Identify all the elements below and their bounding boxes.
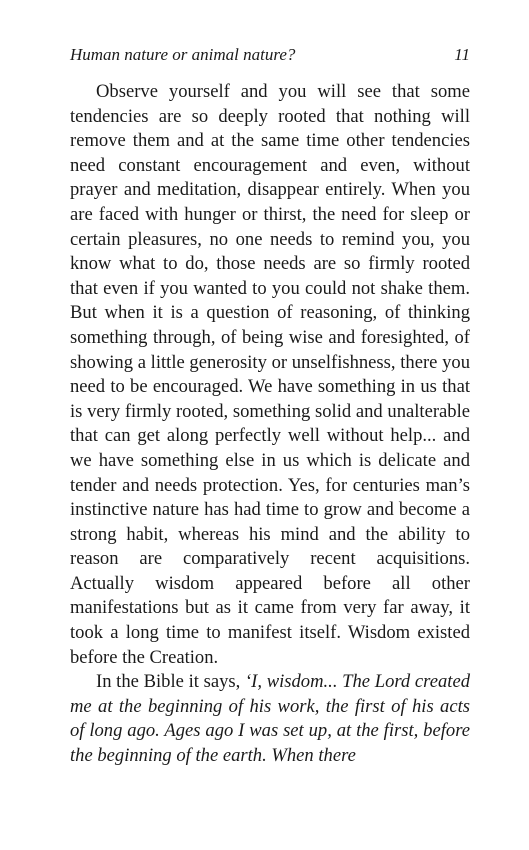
paragraph-2-lead: In the Bible it says, <box>96 671 245 693</box>
bible-quote: ‘I, wisdom... The Lord created me at the beginning of his work, the first of his acts of long ago. Ages ago I was set up, at the first, before the beginning of the earth. When there <box>70 671 470 767</box>
running-header <box>70 44 470 66</box>
paragraph-1: Observe yourself and you will see that some tendencies are so deeply rooted that nothing will remove them and at the same time other tendencies need constant encouragement and even, without prayer and meditation, disappear entirely. When you are faced with hunger or thirst, the need for sleep or certain pleasures, no one needs to remind you, you know what to do, those needs are so firmly rooted that even if you wanted to you could not shake them. But when it is a question of reasoning, of thinking something through, of being wise and foresighted, of showing a little generosity or unselfishness, there you need to be encouraged. We have something in us that is very firmly rooted, something solid and unalterable that can get along perfectly well without help... and we have something else in us which is delicate and tender and needs protection. Yes, for centuries man’s instinctive nature has had time to grow and become a strong habit, whereas his mind and the ability to reason are comparatively recent acquisitions. Actually wisdom appeared before all other manifestations but as it came from very far away, it took a long time to manifest itself. Wisdom existed before the Creation. <box>70 81 470 668</box>
page-number: 11 <box>454 45 470 64</box>
running-title: Human nature or animal nature? <box>70 45 296 64</box>
paragraph-2 <box>70 670 470 768</box>
body-text <box>70 80 470 769</box>
book-page <box>70 44 470 769</box>
